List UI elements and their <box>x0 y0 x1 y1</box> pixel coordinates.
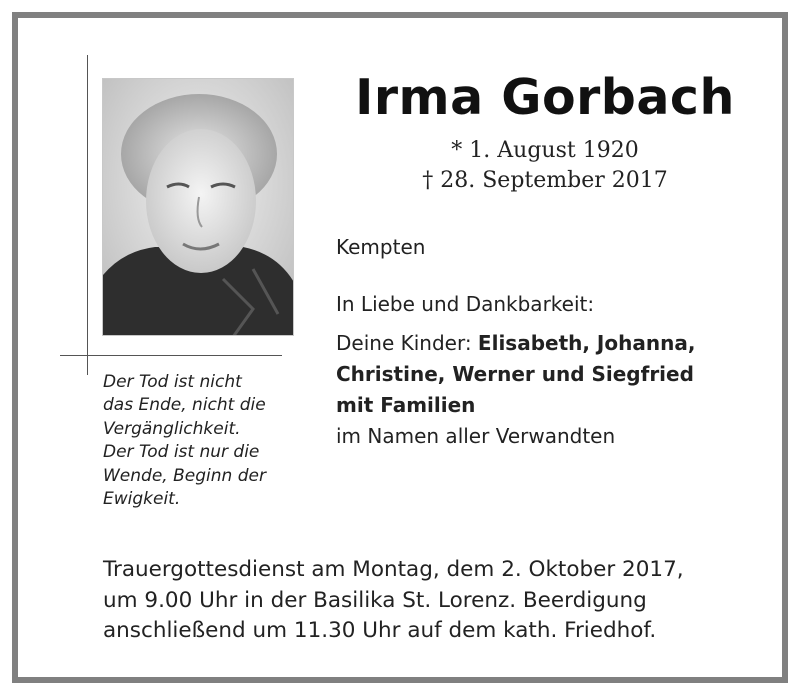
deceased-name: Irma Gorbach <box>355 69 735 126</box>
family-list <box>336 328 695 452</box>
service-line: anschließend um 11.30 Uhr auf dem kath. Friedhof. <box>103 618 657 643</box>
family-line-1 <box>336 328 695 359</box>
quote-line: Vergänglichkeit. <box>103 418 241 439</box>
quote-line: Wende, Beginn der <box>103 465 266 486</box>
family-names-2: Christine, Werner und Siegfried <box>336 362 694 386</box>
family-closing: im Namen aller Verwandten <box>336 424 616 448</box>
quote-line: Ewigkeit. <box>103 489 181 510</box>
cross-horizontal-line <box>60 355 282 356</box>
service-line: um 9.00 Uhr in der Basilika St. Lorenz. Beerdigung <box>103 587 647 613</box>
quote-line: das Ende, nicht die <box>103 395 266 416</box>
portrait-image <box>103 79 294 336</box>
quote-line: Der Tod ist nicht <box>103 372 242 392</box>
place: Kempten <box>336 235 426 259</box>
service-line: Trauergottesdienst am Montag, dem 2. Oktober 2017, <box>103 557 684 582</box>
birth-date: * 1. August 1920 <box>451 138 639 163</box>
family-names-3: mit Familien <box>336 393 476 417</box>
death-date: † 28. September 2017 <box>422 168 668 193</box>
funeral-service-info <box>103 555 743 647</box>
cross-vertical-line <box>87 55 88 375</box>
quote-line: Der Tod ist nur die <box>103 442 260 463</box>
thanks-line: In Liebe und Dankbarkeit: <box>336 292 595 316</box>
family-prefix: Deine Kinder: <box>336 331 478 355</box>
portrait-photo <box>102 78 294 336</box>
family-names-1: Elisabeth, Johanna, <box>477 331 696 355</box>
memorial-quote <box>103 371 303 511</box>
life-dates <box>400 136 690 196</box>
